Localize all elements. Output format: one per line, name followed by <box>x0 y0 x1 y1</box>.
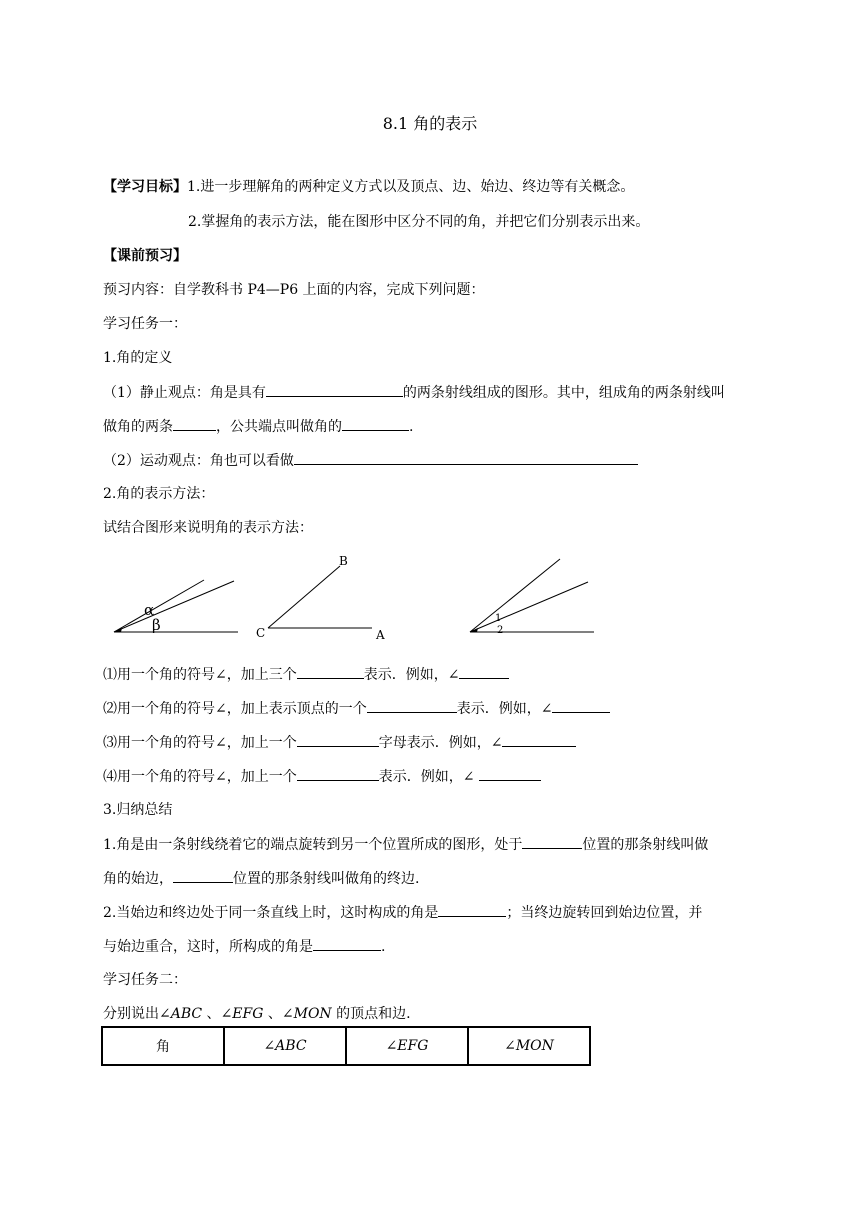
fill-blank[interactable] <box>502 732 576 747</box>
summary-2-text-b: ；当终边旋转回到始边位置，并 <box>506 905 703 921</box>
representation-heading: 2.角的表示方法： <box>103 486 215 502</box>
method-2 <box>103 698 610 719</box>
method-1-text-b: 表示．例如，∠ <box>363 667 460 683</box>
method-2-text-a: ⑵用一个角的符号∠，加上表示顶点的一个 <box>103 701 367 717</box>
summary-2-text-d: . <box>381 939 386 955</box>
fill-blank[interactable] <box>342 416 409 431</box>
representation-intro: 试结合图形来说明角的表示方法： <box>103 520 313 536</box>
objectives-line-1 <box>103 177 634 197</box>
method-3-text-a: ⑶用一个角的符号∠，加上一个 <box>103 735 297 751</box>
fill-blank[interactable] <box>552 698 610 713</box>
task1-heading: 学习任务一： <box>103 316 187 332</box>
fill-blank[interactable] <box>367 698 457 713</box>
angle-abc: ∠ABC <box>159 1006 203 1022</box>
method-3-text-b: 字母表示．例如，∠ <box>378 735 503 751</box>
table-header-row <box>102 1027 590 1065</box>
label-c: C <box>256 626 266 640</box>
static-view-line <box>103 382 725 403</box>
table-header-cell: ∠MON <box>468 1027 590 1065</box>
label-b: B <box>339 554 348 568</box>
label-two: 2 <box>497 625 504 636</box>
summary-2-cont <box>103 936 385 957</box>
fill-blank[interactable] <box>438 902 506 917</box>
separator: 、 <box>202 1006 221 1022</box>
objectives-label: 【学习目标】 <box>103 179 187 195</box>
static-view-text-a: （1）静止观点：角是具有 <box>103 385 266 401</box>
motion-view-line <box>103 450 638 471</box>
static-view-text-e: . <box>409 419 414 435</box>
summary-1-text-b: 位置的那条射线叫做 <box>582 837 709 853</box>
figure-abc <box>256 554 385 642</box>
preview-content: 预习内容：自学教科书 P4—P6 上面的内容，完成下列问题： <box>103 282 485 298</box>
summary-heading: 3.归纳总结 <box>103 802 173 818</box>
summary-1-text-c: 角的始边， <box>103 871 173 887</box>
method-1 <box>103 664 509 685</box>
task2-prompt <box>103 1004 411 1024</box>
label-alpha: α <box>144 601 155 619</box>
fill-blank[interactable] <box>459 664 509 679</box>
method-4 <box>103 766 541 787</box>
fill-blank[interactable] <box>313 936 381 951</box>
definition-heading: 1.角的定义 <box>103 350 173 366</box>
method-4-text-b: 表示．例如，∠ <box>378 769 479 785</box>
fill-blank[interactable] <box>266 382 403 397</box>
summary-2 <box>103 902 702 923</box>
summary-1 <box>103 834 708 855</box>
label-beta: β <box>152 616 161 634</box>
task2-prompt-a: 分别说出 <box>103 1006 159 1022</box>
task2-heading: 学习任务二： <box>103 972 187 988</box>
objective-1: 1.进一步理解角的两种定义方式以及顶点、边、始边、终边等有关概念。 <box>187 179 635 195</box>
summary-1-cont <box>103 868 419 889</box>
preview-label: 【课前预习】 <box>103 248 187 264</box>
motion-view-text: （2）运动观点：角也可以看做 <box>103 453 294 469</box>
static-view-line-2 <box>103 416 413 437</box>
table-header-cell: ∠EFG <box>346 1027 468 1065</box>
objective-2: 2.掌握角的表示方法，能在图形中区分不同的角，并把它们分别表示出来。 <box>188 214 650 230</box>
angle-mon: ∠MON <box>281 1006 332 1022</box>
method-1-text-a: ⑴用一个角的符号∠，加上三个 <box>103 667 297 683</box>
fill-blank[interactable] <box>173 416 216 431</box>
fill-blank[interactable] <box>522 834 582 849</box>
fill-blank[interactable] <box>173 868 233 883</box>
fill-blank[interactable] <box>479 766 541 781</box>
fill-blank[interactable] <box>297 766 379 781</box>
figure-alpha-beta <box>114 580 238 634</box>
method-2-text-b: 表示．例如，∠ <box>456 701 553 717</box>
angle-figures <box>100 548 620 648</box>
table-header-cell: ∠ABC <box>224 1027 346 1065</box>
static-view-text-d: ，公共端点叫做角的 <box>216 419 342 435</box>
angle-efg: ∠EFG <box>220 1006 264 1022</box>
label-a: A <box>376 628 385 642</box>
task2-prompt-b: 的顶点和边. <box>331 1006 411 1022</box>
separator: 、 <box>263 1006 282 1022</box>
static-view-text-c: 做角的两条 <box>103 419 173 435</box>
figure-1-2 <box>470 559 594 636</box>
fill-blank[interactable] <box>297 664 364 679</box>
static-view-text-b: 的两条射线组成的图形。其中，组成角的两条射线叫 <box>402 385 725 401</box>
method-3 <box>103 732 576 753</box>
summary-1-text-d: 位置的那条射线叫做角的终边. <box>233 871 420 887</box>
label-one: 1 <box>495 613 502 624</box>
summary-1-text-a: 1.角是由一条射线绕着它的端点旋转到另一个位置所成的图形，处于 <box>103 837 523 853</box>
angle-table <box>101 1026 591 1066</box>
summary-2-text-c: 与始边重合，这时，所构成的角是 <box>103 939 313 955</box>
page-title: 8.1 角的表示 <box>382 114 478 133</box>
fill-blank[interactable] <box>297 732 379 747</box>
table-header-cell: 角 <box>102 1027 224 1065</box>
method-4-text-a: ⑷用一个角的符号∠，加上一个 <box>103 769 297 785</box>
summary-2-text-a: 2.当始边和终边处于同一条直线上时，这时构成的角是 <box>103 905 439 921</box>
fill-blank[interactable] <box>294 450 638 465</box>
